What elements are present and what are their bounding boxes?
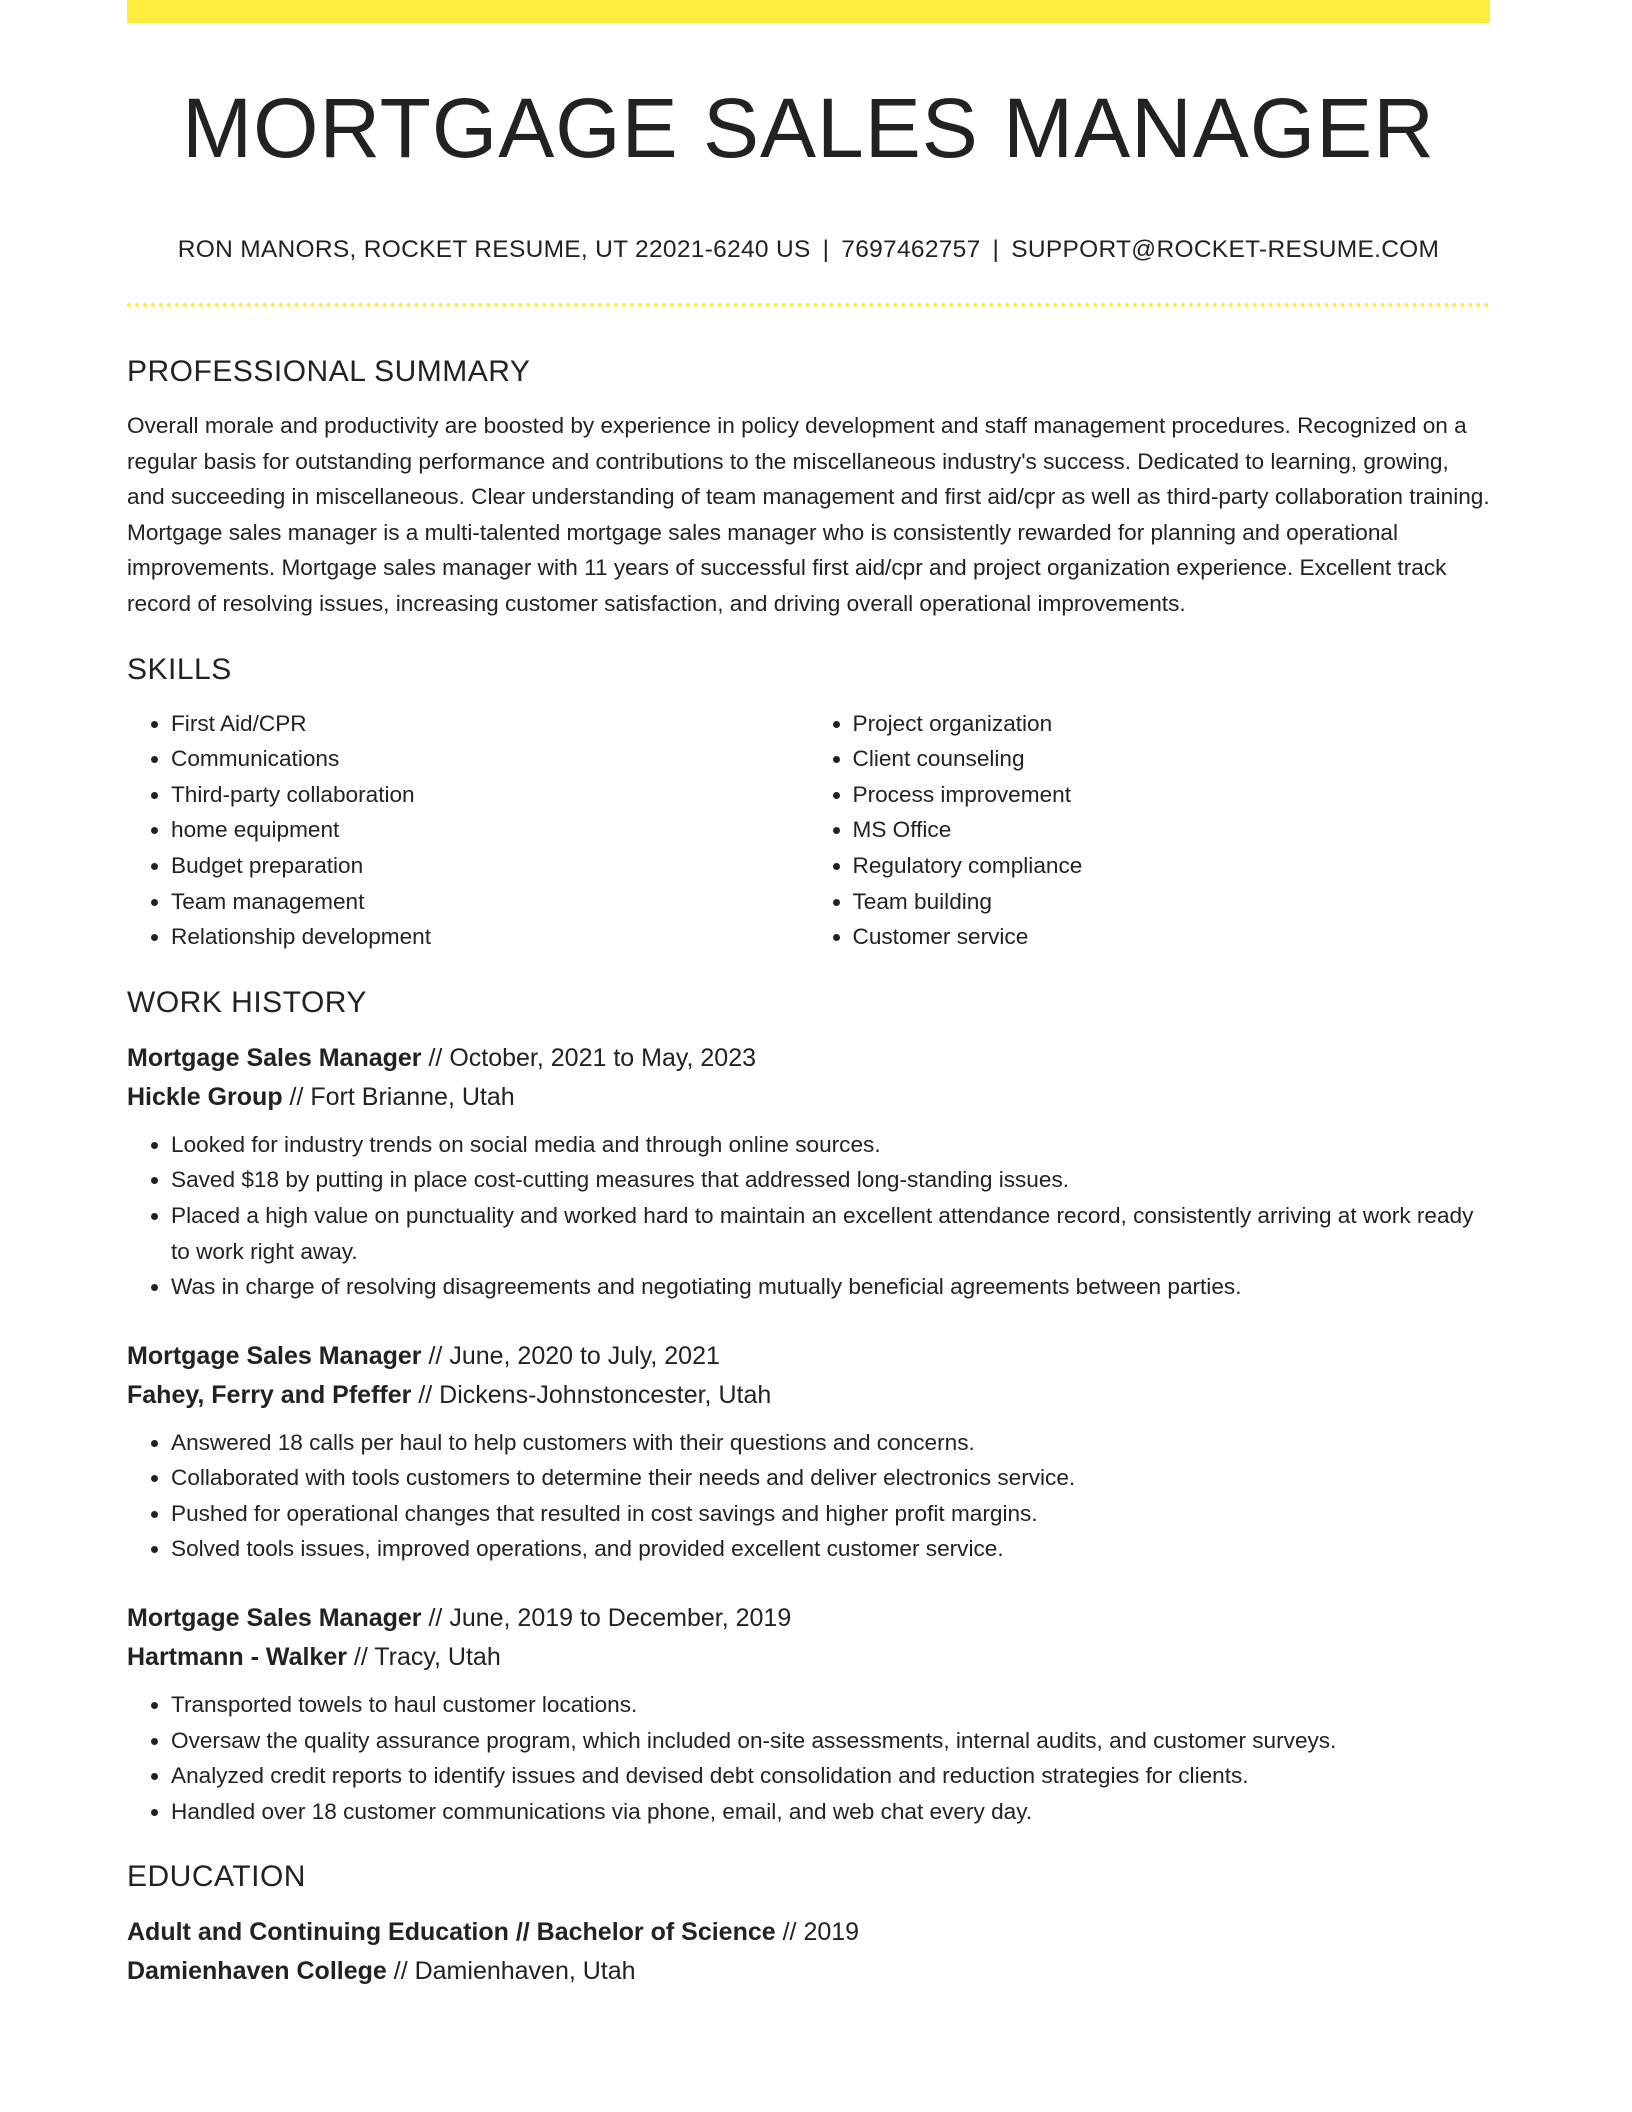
job-bullet: • Saved $18 by putting in place cost-cutting measures that addressed long-standing issues. <box>171 1162 1490 1198</box>
skill-item: • Budget preparation <box>171 848 809 884</box>
contact-separator: | <box>992 236 1000 263</box>
job-entry <box>127 1039 1490 1305</box>
job-location: // Tracy, Utah <box>353 1643 501 1672</box>
dotted-divider <box>127 303 1490 307</box>
skill-item: • Team building <box>853 884 1491 920</box>
job-dates: // October, 2021 to May, 2023 <box>428 1043 756 1072</box>
education-location: // Damienhaven, Utah <box>393 1957 636 1986</box>
skills-left-list <box>127 706 809 955</box>
job-bullet: • Was in charge of resolving disagreements and negotiating mutually beneficial agreements between parties. <box>171 1269 1490 1305</box>
summary-text: Overall morale and productivity are boosted by experience in policy development and staff management procedures. Recognized on a regular basis for outstanding performance and contributions to the miscellaneous industry's success. Dedicated to learning, growing, and succeeding in miscellaneous. Clear understanding of team management and first aid/cpr as well as third-party collaboration training. Mortgage sales manager is a multi-talented mortgage sales manager who is consistently rewarded for planning and operational improvements. Mortgage sales manager with 11 years of successful first aid/cpr and project organization experience. Excellent track record of resolving issues, increasing customer satisfaction, and driving overall operational improvements. <box>127 413 1490 616</box>
job-bullet: • Placed a high value on punctuality and worked hard to maintain an excellent attendance record, consistently arriving at work ready to work right away. <box>171 1198 1490 1269</box>
skill-item: • Process improvement <box>853 777 1491 813</box>
job-company-line <box>127 1376 1490 1415</box>
work-history-heading: WORK HISTORY <box>127 985 367 1019</box>
job-bullets <box>127 1127 1490 1305</box>
education-entry <box>127 1913 1490 1991</box>
job-bullets <box>127 1687 1490 1829</box>
education-heading: EDUCATION <box>127 1860 306 1894</box>
skill-item: • home equipment <box>171 812 809 848</box>
skill-item: • Customer service <box>853 919 1491 955</box>
education-school-line <box>127 1952 1490 1991</box>
job-bullet: • Handled over 18 customer communications via phone, email, and web chat every day. <box>171 1794 1490 1830</box>
job-company: Hartmann - Walker <box>127 1643 347 1672</box>
job-location: // Fort Brianne, Utah <box>289 1082 515 1111</box>
job-bullet: • Collaborated with tools customers to determine their needs and deliver electronics service. <box>171 1460 1490 1496</box>
job-role: Mortgage Sales Manager <box>127 1604 422 1633</box>
accent-bar <box>127 0 1490 23</box>
education-section <box>127 1855 1490 1991</box>
job-title-line <box>127 1599 1490 1638</box>
skill-item: • Relationship development <box>171 919 809 955</box>
skill-item: • First Aid/CPR <box>171 706 809 742</box>
skill-item: • Regulatory compliance <box>853 848 1491 884</box>
job-role: Mortgage Sales Manager <box>127 1341 422 1370</box>
job-company: Fahey, Ferry and Pfeffer <box>127 1380 412 1409</box>
summary-section <box>127 350 1490 622</box>
work-history-section <box>127 981 1490 1830</box>
contact-separator: | <box>822 236 830 263</box>
job-bullet: • Oversaw the quality assurance program, which included on-site assessments, internal audits, and customer surveys. <box>171 1723 1490 1759</box>
education-degree: Adult and Continuing Education // Bachelor of Science <box>127 1918 776 1947</box>
skills-heading: SKILLS <box>127 652 232 686</box>
contact-email: SUPPORT@ROCKET-RESUME.COM <box>1011 236 1440 263</box>
job-title-line <box>127 1039 1490 1078</box>
job-dates: // June, 2019 to December, 2019 <box>428 1604 792 1633</box>
skills-columns <box>127 706 1490 955</box>
job-bullet: • Answered 18 calls per haul to help customers with their questions and concerns. <box>171 1425 1490 1461</box>
skills-right-list <box>809 706 1491 955</box>
skill-item: • Client counseling <box>853 741 1491 777</box>
job-dates: // June, 2020 to July, 2021 <box>428 1341 720 1370</box>
resume-body <box>127 350 1490 1991</box>
skill-item: • Project organization <box>853 706 1491 742</box>
contact-line <box>127 236 1490 264</box>
skill-item: • Communications <box>171 741 809 777</box>
summary-heading: PROFESSIONAL SUMMARY <box>127 355 531 388</box>
job-entry <box>127 1599 1490 1829</box>
skill-item: • Team management <box>171 884 809 920</box>
job-location: // Dickens-Johnstoncester, Utah <box>418 1380 772 1409</box>
job-bullet: • Looked for industry trends on social media and through online sources. <box>171 1127 1490 1163</box>
education-school: Damienhaven College <box>127 1957 387 1986</box>
education-year: // 2019 <box>782 1918 860 1947</box>
job-company-line <box>127 1638 1490 1677</box>
skill-item: • MS Office <box>853 812 1491 848</box>
skill-item: • Third-party collaboration <box>171 777 809 813</box>
skills-section <box>127 648 1490 955</box>
job-entry <box>127 1337 1490 1567</box>
job-bullet: • Analyzed credit reports to identify issues and devised debt consolidation and reduction strategies for clients. <box>171 1758 1490 1794</box>
job-bullets <box>127 1425 1490 1567</box>
job-role: Mortgage Sales Manager <box>127 1043 422 1072</box>
job-bullet: • Transported towels to haul customer locations. <box>171 1687 1490 1723</box>
job-bullet: • Pushed for operational changes that resulted in cost savings and higher profit margins. <box>171 1496 1490 1532</box>
job-bullet: • Solved tools issues, improved operations, and provided excellent customer service. <box>171 1531 1490 1567</box>
contact-phone: 7697462757 <box>841 236 981 263</box>
education-degree-line <box>127 1913 1490 1952</box>
contact-address: RON MANORS, ROCKET RESUME, UT 22021-6240 US <box>177 236 811 263</box>
job-company: Hickle Group <box>127 1082 283 1111</box>
job-company-line <box>127 1078 1490 1117</box>
job-title-line <box>127 1337 1490 1376</box>
resume-title: MORTGAGE SALES MANAGER <box>182 81 1435 175</box>
